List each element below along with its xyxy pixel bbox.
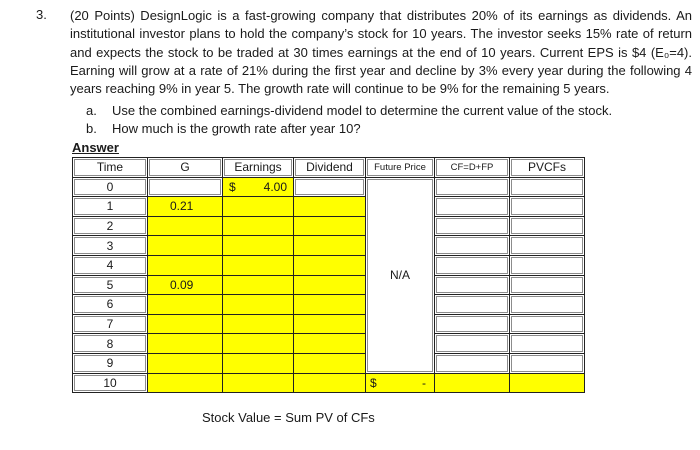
question-number: 3. bbox=[36, 7, 47, 22]
growth-cell[interactable] bbox=[148, 255, 223, 275]
earnings-cell[interactable] bbox=[223, 255, 294, 275]
cash-flow-cell[interactable] bbox=[435, 334, 510, 354]
pv-cell[interactable] bbox=[510, 236, 585, 256]
time-cell: 3 bbox=[73, 236, 148, 256]
earnings-cell[interactable] bbox=[223, 334, 294, 354]
table-row bbox=[73, 216, 585, 236]
dividend-cell[interactable] bbox=[294, 314, 366, 334]
header-time: Time bbox=[73, 158, 148, 178]
pv-cell[interactable] bbox=[510, 255, 585, 275]
pv-cell[interactable] bbox=[510, 314, 585, 334]
earnings-cell[interactable] bbox=[223, 177, 294, 197]
stock-value-formula: Stock Value = Sum PV of CFs bbox=[202, 410, 375, 425]
table-row bbox=[73, 314, 585, 334]
cash-flow-cell[interactable] bbox=[435, 177, 510, 197]
cash-flow-cell[interactable] bbox=[435, 295, 510, 315]
table-row bbox=[73, 334, 585, 354]
table-row bbox=[73, 353, 585, 373]
time-cell: 0 bbox=[73, 177, 148, 197]
time-cell: 10 bbox=[73, 373, 148, 393]
dividend-cell[interactable] bbox=[294, 275, 366, 295]
cash-flow-cell[interactable] bbox=[435, 255, 510, 275]
dividend-cell[interactable] bbox=[294, 295, 366, 315]
table-row bbox=[73, 255, 585, 275]
growth-cell[interactable] bbox=[148, 353, 223, 373]
header-row bbox=[73, 158, 585, 178]
part-text: Use the combined earnings-dividend model to determine the current value of the stock. bbox=[112, 103, 613, 118]
pv-cell[interactable] bbox=[510, 216, 585, 236]
dividend-cell[interactable] bbox=[294, 255, 366, 275]
question-text: (20 Points) DesignLogic is a fast-growing company that distributes 20% of its earnings as dividends. An institutional investor plans to hold the company’s stock for 10 years. The investor seeks 15% rate of return and expects the stock to be traded at 30 times earnings at the end of 10 years. Current EPS is $4 (E₀=4). Earning will grow at a rate of 21% during the first year and decline by 3% every year during the following 4 years reaching 9% in year 5. The growth rate will continue to be 9% for the remaining 5 years. bbox=[70, 8, 692, 97]
cash-flow-cell[interactable] bbox=[435, 353, 510, 373]
time-cell: 6 bbox=[73, 295, 148, 315]
header-dividend: Dividend bbox=[294, 158, 366, 178]
time-cell: 8 bbox=[73, 334, 148, 354]
table-row bbox=[73, 275, 585, 295]
future-price-na-cell bbox=[366, 177, 435, 373]
growth-cell[interactable]: 0.21 bbox=[148, 197, 223, 217]
time-cell: 4 bbox=[73, 255, 148, 275]
pv-cell[interactable] bbox=[510, 177, 585, 197]
dividend-cell[interactable] bbox=[294, 353, 366, 373]
future-price-cell[interactable] bbox=[366, 373, 435, 393]
table-row bbox=[73, 373, 585, 393]
part-label: a. bbox=[86, 103, 97, 118]
dividend-cell[interactable] bbox=[294, 197, 366, 217]
dividend-cell[interactable] bbox=[294, 373, 366, 393]
pv-cell[interactable] bbox=[510, 373, 585, 393]
cash-flow-cell[interactable] bbox=[435, 197, 510, 217]
growth-cell[interactable] bbox=[148, 334, 223, 354]
growth-cell[interactable] bbox=[148, 373, 223, 393]
pv-cell[interactable] bbox=[510, 295, 585, 315]
earnings-cell[interactable] bbox=[223, 373, 294, 393]
currency-symbol: $ bbox=[229, 179, 236, 194]
table-row bbox=[73, 177, 585, 197]
earnings-cell[interactable] bbox=[223, 295, 294, 315]
growth-cell[interactable] bbox=[148, 295, 223, 315]
dividend-cell[interactable] bbox=[294, 216, 366, 236]
future-price-na: N/A bbox=[389, 268, 410, 283]
time-cell: 5 bbox=[73, 275, 148, 295]
earnings-cell[interactable] bbox=[223, 353, 294, 373]
table-row bbox=[73, 236, 585, 256]
answer-table bbox=[72, 157, 585, 393]
growth-cell[interactable]: 0.09 bbox=[148, 275, 223, 295]
currency-symbol: $ bbox=[370, 375, 377, 390]
earnings-cell[interactable] bbox=[223, 216, 294, 236]
part-text: How much is the growth rate after year 10? bbox=[112, 121, 361, 136]
header-pv-cash-flows: PVCFs bbox=[510, 158, 585, 178]
growth-cell[interactable] bbox=[148, 177, 223, 197]
time-cell: 7 bbox=[73, 314, 148, 334]
time-cell: 2 bbox=[73, 216, 148, 236]
time-cell: 1 bbox=[73, 197, 148, 217]
growth-cell[interactable] bbox=[148, 236, 223, 256]
table-row bbox=[73, 197, 585, 217]
header-earnings: Earnings bbox=[223, 158, 294, 178]
header-growth: G bbox=[148, 158, 223, 178]
growth-cell[interactable] bbox=[148, 314, 223, 334]
pv-cell[interactable] bbox=[510, 334, 585, 354]
time-cell: 9 bbox=[73, 353, 148, 373]
earnings-cell[interactable] bbox=[223, 197, 294, 217]
cash-flow-cell[interactable] bbox=[435, 275, 510, 295]
table-row bbox=[73, 295, 585, 315]
part-label: b. bbox=[86, 121, 97, 136]
dividend-cell[interactable] bbox=[294, 334, 366, 354]
growth-cell[interactable] bbox=[148, 216, 223, 236]
future-price-value: - bbox=[422, 375, 426, 390]
dividend-cell[interactable] bbox=[294, 236, 366, 256]
pv-cell[interactable] bbox=[510, 197, 585, 217]
pv-cell[interactable] bbox=[510, 353, 585, 373]
cash-flow-cell[interactable] bbox=[435, 373, 510, 393]
header-cash-flow: CF=D+FP bbox=[435, 158, 510, 178]
cash-flow-cell[interactable] bbox=[435, 236, 510, 256]
pv-cell[interactable] bbox=[510, 275, 585, 295]
cash-flow-cell[interactable] bbox=[435, 314, 510, 334]
answer-heading: Answer bbox=[72, 140, 119, 155]
cash-flow-cell[interactable] bbox=[435, 216, 510, 236]
dividend-cell[interactable] bbox=[294, 177, 366, 197]
earnings-cell[interactable] bbox=[223, 314, 294, 334]
earnings-cell[interactable] bbox=[223, 275, 294, 295]
earnings-cell[interactable] bbox=[223, 236, 294, 256]
header-future-price: Future Price bbox=[366, 158, 435, 178]
earnings-value: 4.00 bbox=[263, 179, 287, 194]
